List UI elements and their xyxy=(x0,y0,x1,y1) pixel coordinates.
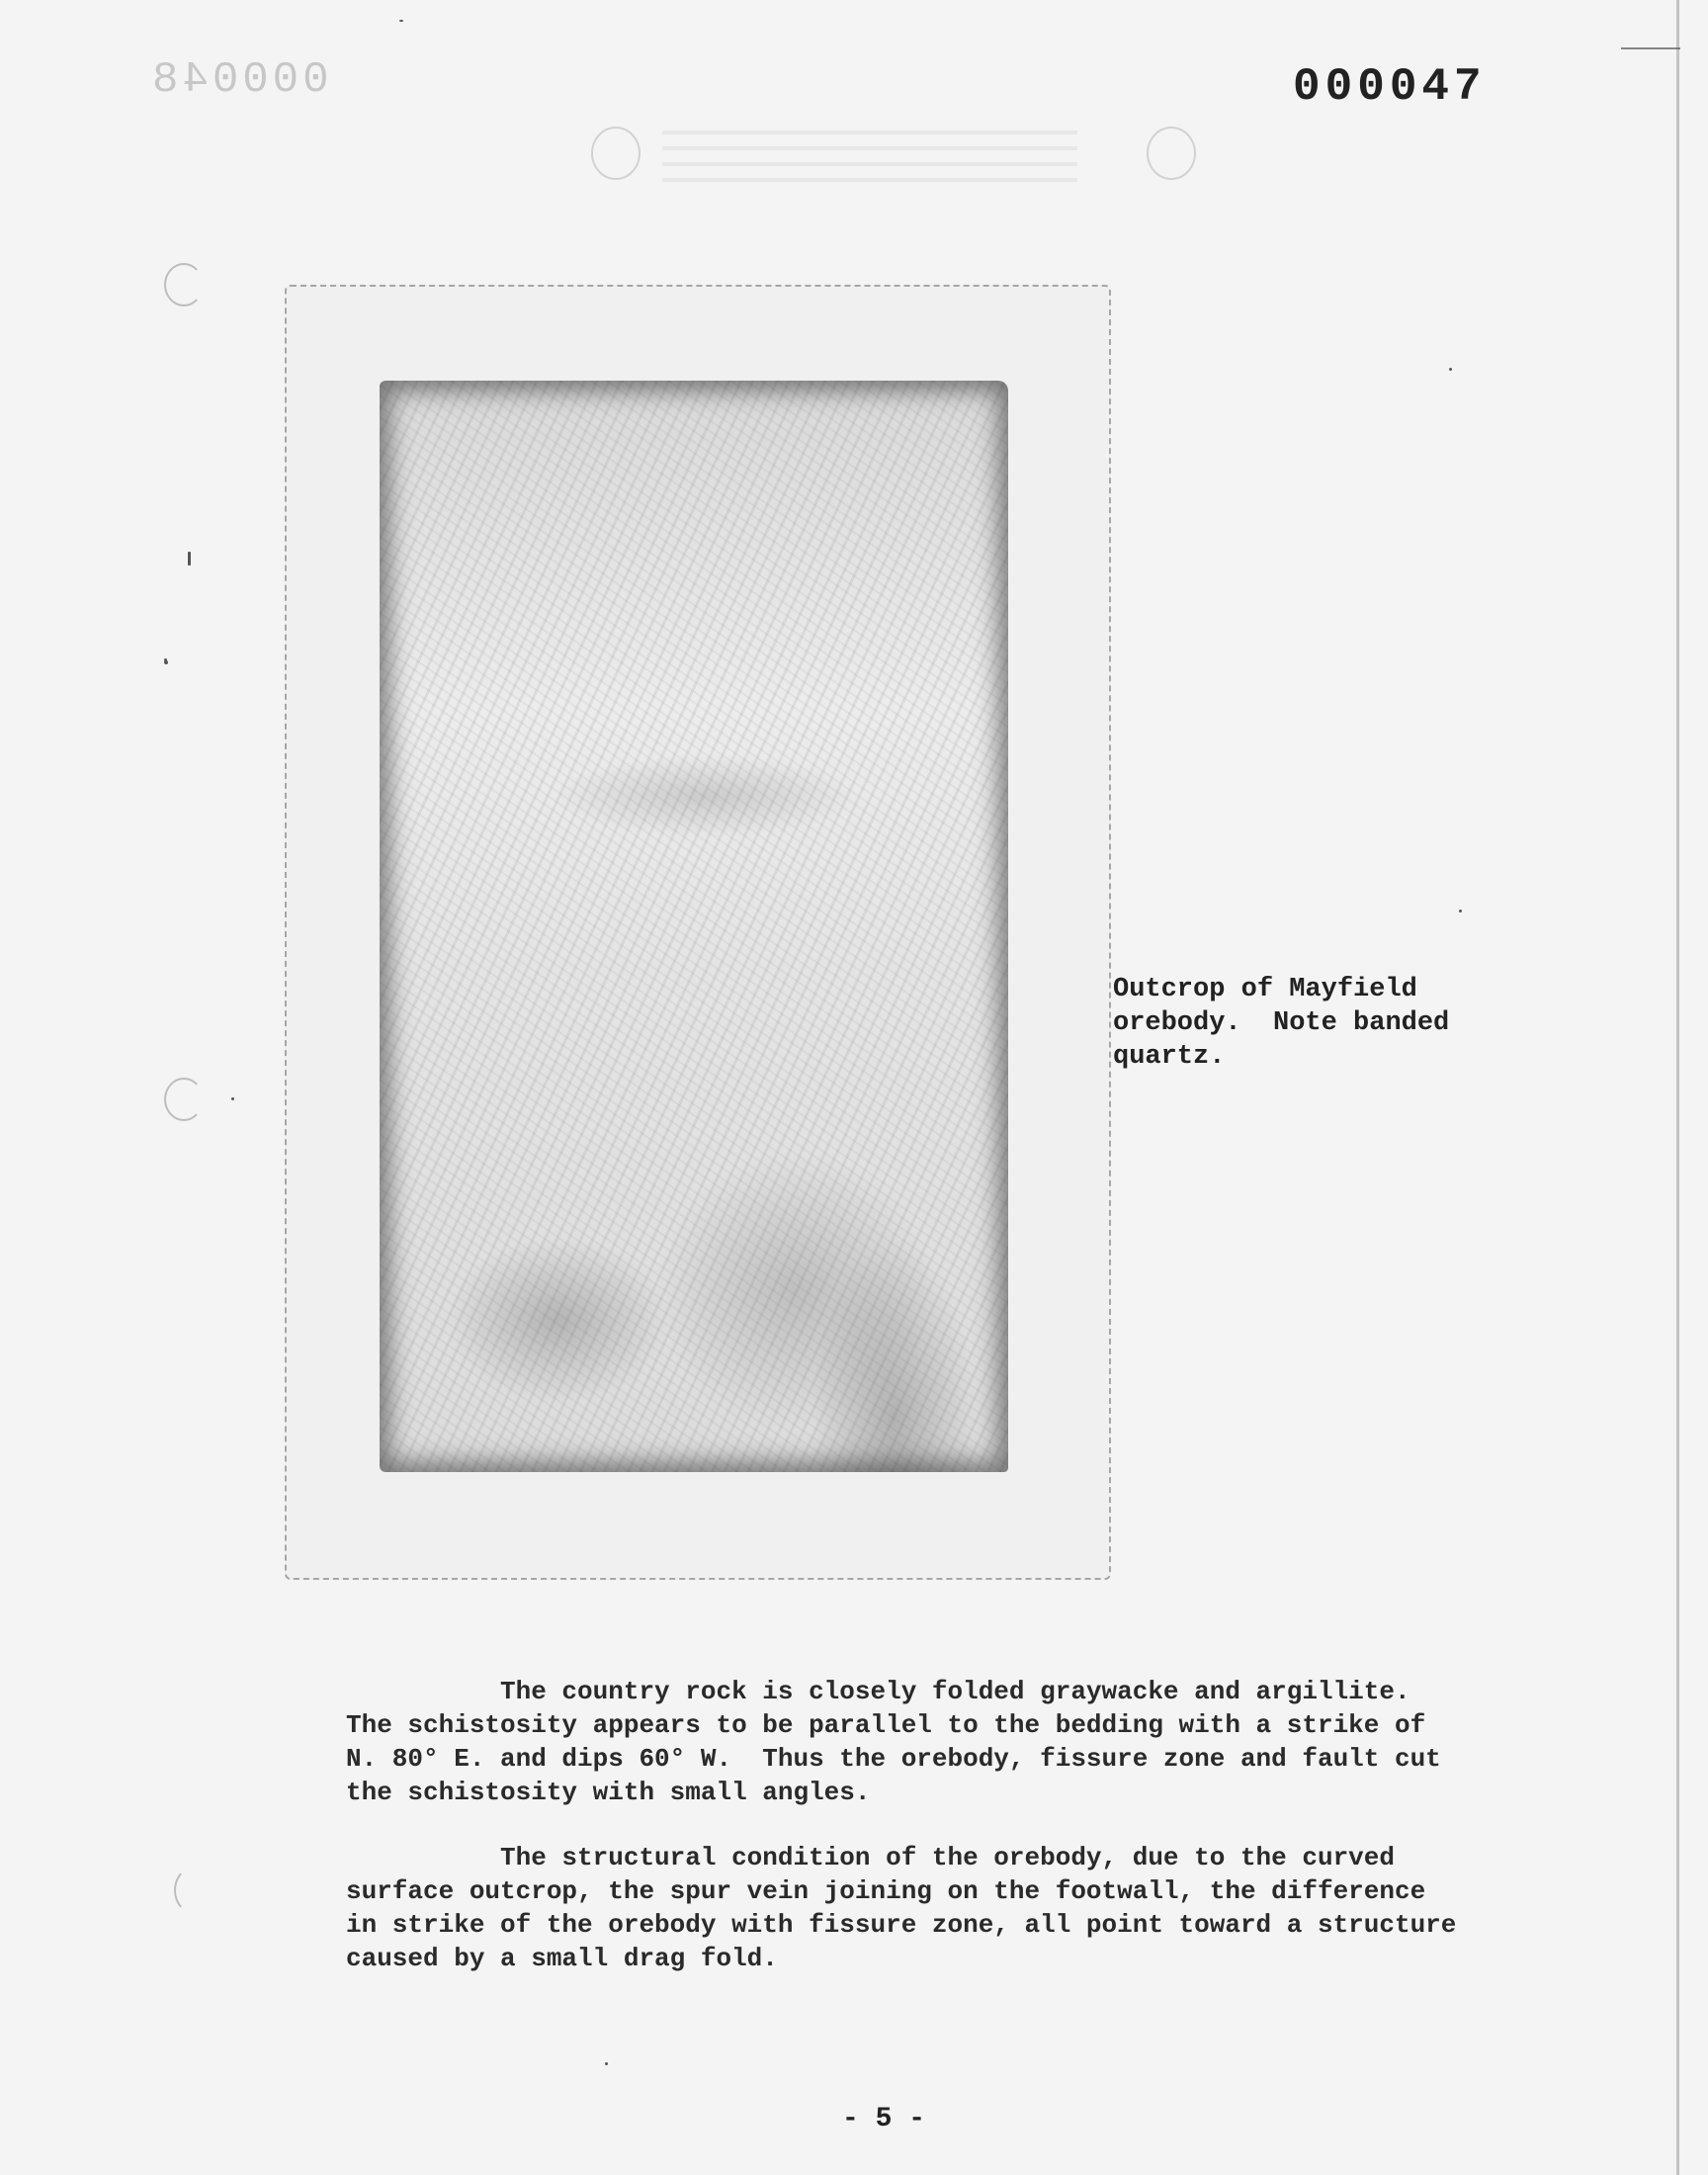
ghost-hole-left xyxy=(591,127,640,180)
text-line: The structural condition of the orebody, due to the curved xyxy=(346,1843,1395,1872)
page-edge-mark xyxy=(1621,47,1680,49)
speck xyxy=(231,1097,234,1100)
page-edge xyxy=(1676,0,1679,2175)
paragraph-structural-condition xyxy=(346,1841,1456,1975)
text-line: caused by a small drag fold. xyxy=(346,1944,778,1973)
speck xyxy=(605,2062,608,2065)
punch-hole-top xyxy=(164,263,204,306)
punch-hole-bottom xyxy=(174,1867,214,1914)
speck xyxy=(188,552,191,566)
text-line: in strike of the orebody with fissure zone, all point toward a structure xyxy=(346,1910,1457,1940)
photo-caption xyxy=(1113,973,1449,1074)
speck xyxy=(164,658,167,661)
text-line: N. 80° E. and dips 60° W. Thus the orebody, fissure zone and fault cut xyxy=(346,1744,1441,1774)
text-line: the schistosity with small angles. xyxy=(346,1778,871,1807)
bleed-through-number: 000048 xyxy=(148,55,329,105)
speck xyxy=(399,20,403,22)
text-line: The schistosity appears to be parallel to the bedding with a strike of xyxy=(346,1710,1426,1740)
caption-line: orebody. Note banded xyxy=(1113,1008,1450,1038)
caption-line: quartz. xyxy=(1113,1042,1226,1072)
bleed-through-text xyxy=(662,119,1077,188)
page-number: - 5 - xyxy=(842,2104,926,2134)
ghost-hole-right xyxy=(1147,127,1196,180)
text-line: surface outcrop, the spur vein joining on the footwall, the difference xyxy=(346,1876,1426,1906)
caption-line: Outcrop of Mayfield xyxy=(1113,975,1417,1004)
speck xyxy=(1449,368,1452,371)
speck xyxy=(1459,910,1462,913)
text-line: The country rock is closely folded graywacke and argillite. xyxy=(346,1677,1410,1706)
paragraph-country-rock xyxy=(346,1675,1441,1809)
document-number: 000047 xyxy=(1293,61,1487,113)
outcrop-photograph xyxy=(380,381,1008,1472)
punch-hole-middle xyxy=(164,1078,204,1121)
